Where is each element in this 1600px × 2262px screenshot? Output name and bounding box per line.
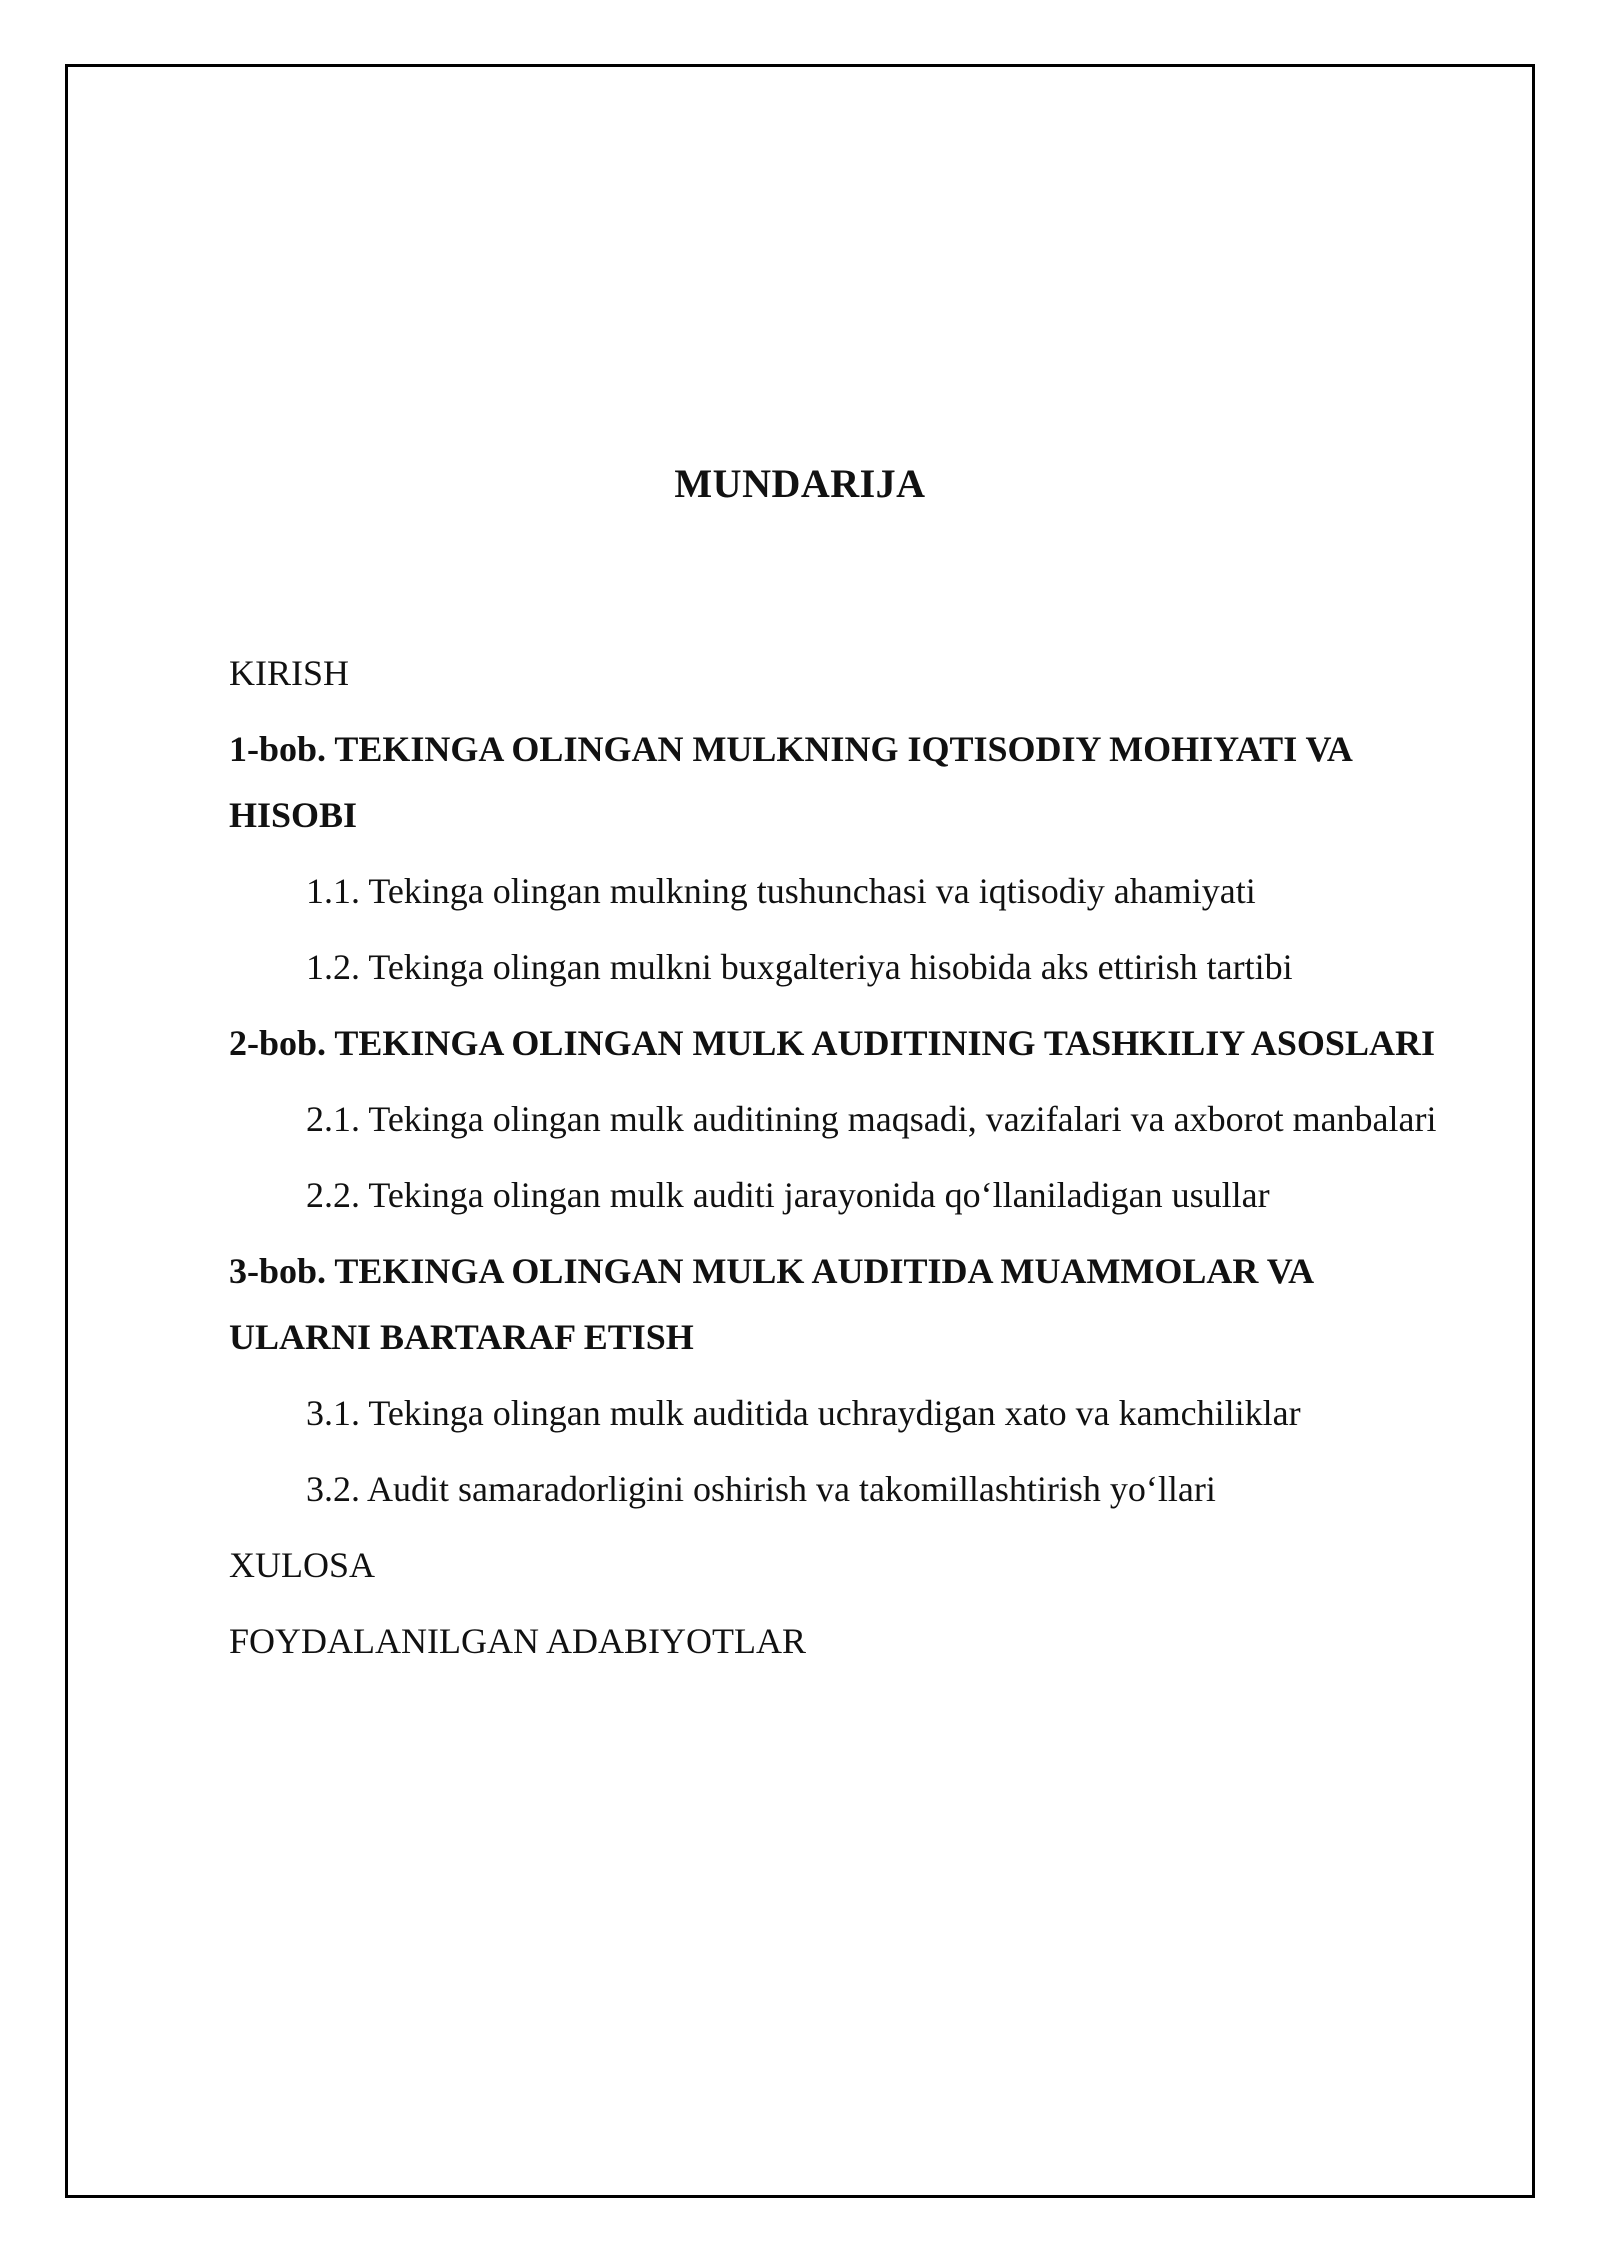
toc-entry-chapter-2: 2-bob. TEKINGA OLINGAN MULK AUDITINING TASHKILIY ASOSLARI: [229, 1023, 1435, 1063]
toc-entry-chapter-3: 3-bob. TEKINGA OLINGAN MULK AUDITIDA MUAMMOLAR VA ULARNI BARTARAF ETISH: [229, 1251, 1313, 1357]
toc-entry-section-1-2: 1.2. Tekinga olingan mulkni buxgalteriya hisobida aks ettirish tartibi: [306, 947, 1293, 987]
toc-entry-chapter-1: 1-bob. TEKINGA OLINGAN MULKNING IQTISODIY MOHIYATI VA HISOBI: [229, 729, 1351, 835]
toc-entry-section-3-2: 3.2. Audit samaradorligini oshirish va takomillashtirish yo‘llari: [306, 1469, 1216, 1509]
toc-entry-conclusion: XULOSA: [229, 1545, 376, 1585]
toc-title: MUNDARIJA: [674, 461, 926, 506]
toc-entry-references: FOYDALANILGAN ADABIYOTLAR: [229, 1621, 806, 1661]
toc-entry-section-3-1: 3.1. Tekinga olingan mulk auditida uchraydigan xato va kamchiliklar: [306, 1393, 1301, 1433]
toc-entry-section-1-1: 1.1. Tekinga olingan mulkning tushunchasi va iqtisodiy ahamiyati: [306, 871, 1256, 911]
table-of-contents: [229, 640, 1444, 1684]
toc-entry-introduction: KIRISH: [229, 653, 350, 693]
toc-entry-section-2-1: 2.1. Tekinga olingan mulk auditining maqsadi, vazifalari va axborot manbalari: [306, 1099, 1437, 1139]
toc-entry-section-2-2: 2.2. Tekinga olingan mulk auditi jarayonida qo‘llaniladigan usullar: [306, 1175, 1270, 1215]
